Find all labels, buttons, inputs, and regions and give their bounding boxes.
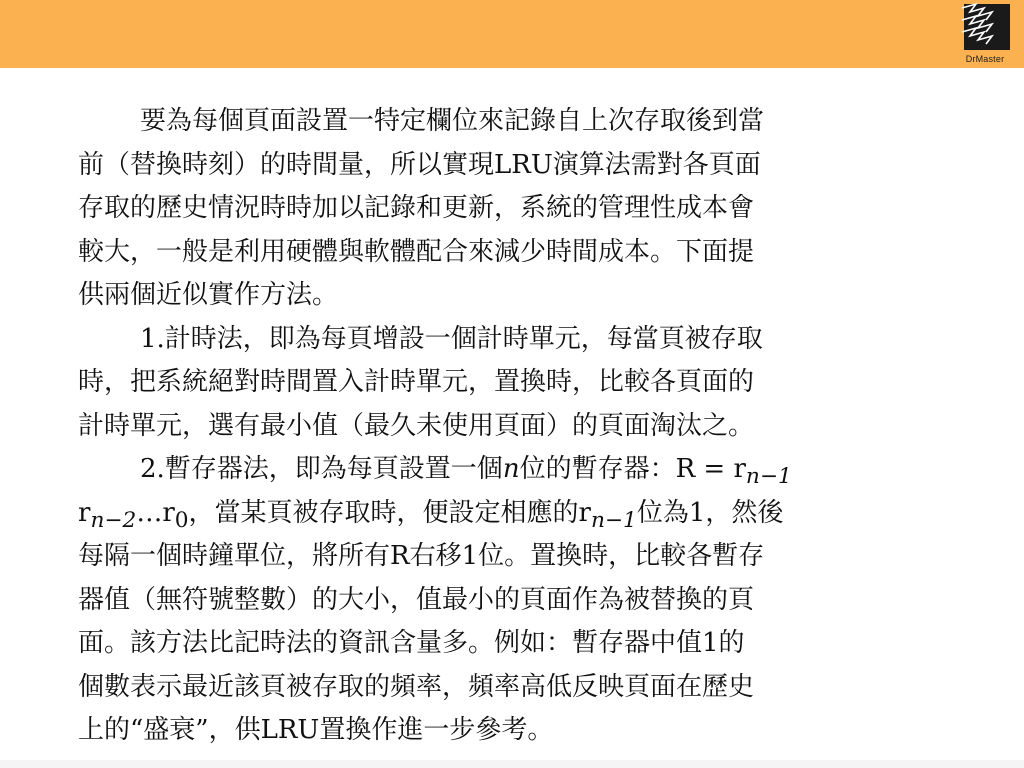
text-line: 2.暫存器法，即為每頁設置一個n位的暫存器：$R = r_{n-1}$ (140, 454, 792, 490)
text-line: 每隔一個時鐘單位，將所有R右移1位。置換時，比較各暫存 (78, 541, 765, 571)
paragraph-register-method (78, 448, 970, 753)
logo-text: DrMaster (965, 54, 1005, 64)
text-line: 計時單元，選有最小值（最久未使用頁面）的頁面淘汰之。 (78, 410, 755, 441)
paragraph-timer-method (78, 318, 970, 449)
text-line: 要為每個頁面設置一特定欄位來記錄自上次存取後到當 (140, 106, 765, 136)
text-line: 器值（無符號整數）的大小，值最小的頁面作為被替換的頁 (78, 584, 755, 615)
text-line: 1.計時法，即為每頁增設一個計時單元，每當頁被存取 (140, 323, 763, 354)
text-line: 面。該方法比記時法的資訊含量多。例如：暫存器中值1的 (78, 628, 745, 658)
drmaster-logo (950, 2, 1020, 66)
header-bar (0, 0, 1024, 68)
logo-mark-icon (950, 2, 1020, 54)
footer-strip (0, 760, 1024, 768)
body-text (78, 100, 970, 753)
text-line: 較大，一般是利用硬體與軟體配合來減少時間成本。下面提 (78, 236, 755, 267)
text-line: 供兩個近似實作方法。 (78, 280, 339, 310)
text-line: 存取的歷史情況時時加以記錄和更新，系統的管理性成本會 (78, 193, 755, 223)
text-line: 上的“盛衰”，供LRU置換作進一步參考。 (78, 715, 554, 745)
text-line: 時，把系統絕對時間置入計時單元，置換時，比較各頁面的 (78, 367, 755, 397)
text-line: $r_{n-2}\dots r_0$，當某頁被存取時，便設定相應的$r_{n-1}$位為1，然後 (78, 497, 784, 533)
text-line: 前（替換時刻）的時間量，所以實現LRU演算法需對各頁面 (78, 149, 761, 180)
paragraph-intro (78, 100, 970, 318)
text-line: 個數表示最近該頁被存取的頻率，頻率高低反映頁面在歷史 (78, 671, 755, 702)
